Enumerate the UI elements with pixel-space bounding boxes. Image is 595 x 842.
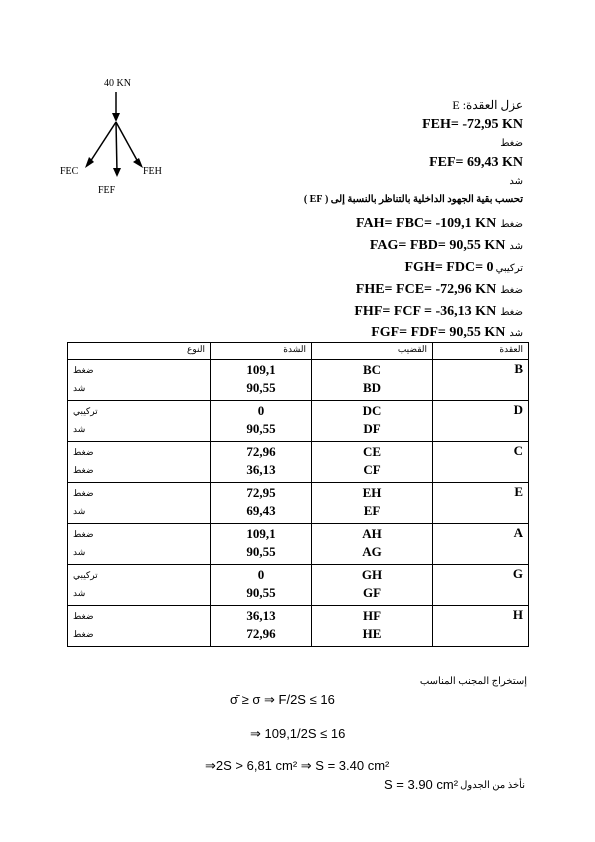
types-cell: ضغط شد (68, 360, 211, 401)
fec-label: FEC (60, 166, 79, 177)
node-cell: G (433, 565, 529, 606)
formula-line-3: ⇒2S > 6,81 cm² ⇒ S = 3.40 cm² (205, 758, 390, 773)
types-cell: ضغط ضغط (68, 606, 211, 647)
table-row (68, 442, 529, 483)
equation-line: FAG= FBD= 90,55 KN شد (369, 238, 523, 253)
fec-arrow (90, 122, 116, 162)
isolate-node-heading: عزل العقدة: E (452, 98, 523, 112)
section-title: إستخراج المجنب المناسب (419, 676, 527, 687)
values-cell: 36,13 72,96 (211, 606, 312, 647)
node-cell: C (433, 442, 529, 483)
bars-cell: BC BD (312, 360, 433, 401)
bars-cell: EH EF (312, 483, 433, 524)
bars-cell: GH GF (312, 565, 433, 606)
fef-arrow (116, 122, 117, 172)
fef-type: شد (509, 176, 523, 187)
header-node: العقدة (433, 343, 529, 360)
values-cell: 0 90,55 (211, 401, 312, 442)
types-cell: تركيبي شد (68, 401, 211, 442)
feh-type: ضغط (500, 138, 523, 149)
feh-equation: FEH= -72,95 KN (422, 117, 523, 132)
fef-equation: FEF= 69,43 KN (429, 155, 523, 170)
header-bar: القضيب (312, 343, 433, 360)
node-cell: A (433, 524, 529, 565)
symmetry-note: تحسب بقية الجهود الداخلية بالتناظر بالنسبة إلى ( EF ) (303, 194, 523, 205)
values-cell: 109,1 90,55 (211, 524, 312, 565)
equation-line: FAH= FBC= -109,1 KN ضغط (356, 216, 523, 231)
load-label: 40 KN (104, 78, 131, 89)
equation-line: FHF= FCF = -36,13 KN ضغط (354, 304, 523, 319)
equation-line: FHE= FCE= -72,96 KN ضغط (355, 282, 523, 297)
feh-label: FEH (143, 166, 162, 177)
table-row (68, 360, 529, 401)
formula-line-4: S = 3.90 cm² (384, 777, 459, 792)
formula-line-1: σ̄ ≥ σ ⇒ F/2S ≤ 16 (230, 692, 335, 707)
table-row (68, 565, 529, 606)
bars-cell: CE CF (312, 442, 433, 483)
node-cell: E (433, 483, 529, 524)
types-cell: ضغط شد (68, 524, 211, 565)
table-row (68, 401, 529, 442)
values-cell: 109,1 90,55 (211, 360, 312, 401)
formula-line-2: ⇒ 109,1/2S ≤ 16 (250, 726, 346, 741)
node-cell: B (433, 360, 529, 401)
values-cell: 72,95 69,43 (211, 483, 312, 524)
types-cell: ضغط شد (68, 483, 211, 524)
values-cell: 72,96 36,13 (211, 442, 312, 483)
bars-cell: AH AG (312, 524, 433, 565)
table-row (68, 483, 529, 524)
node-cell: D (433, 401, 529, 442)
table-header-row (68, 343, 529, 360)
node-cell: H (433, 606, 529, 647)
force-diagram (60, 70, 190, 200)
feh-arrow (116, 122, 138, 162)
equation-line: FGH= FDC= 0 تركيبي (404, 260, 523, 275)
types-cell: ضغط ضغط (68, 442, 211, 483)
bars-cell: HF HE (312, 606, 433, 647)
values-cell: 0 90,55 (211, 565, 312, 606)
types-cell: تركيبي شد (68, 565, 211, 606)
fef-label: FEF (98, 185, 116, 196)
equation-line: FGF= FDF= 90,55 KN شد (371, 325, 523, 340)
table-row (68, 606, 529, 647)
forces-table (67, 342, 529, 647)
bars-cell: DC DF (312, 401, 433, 442)
table-row (68, 524, 529, 565)
header-intensity: الشدة (211, 343, 312, 360)
table-note: نأخذ من الجدول (460, 780, 525, 791)
header-type: النوع (68, 343, 211, 360)
